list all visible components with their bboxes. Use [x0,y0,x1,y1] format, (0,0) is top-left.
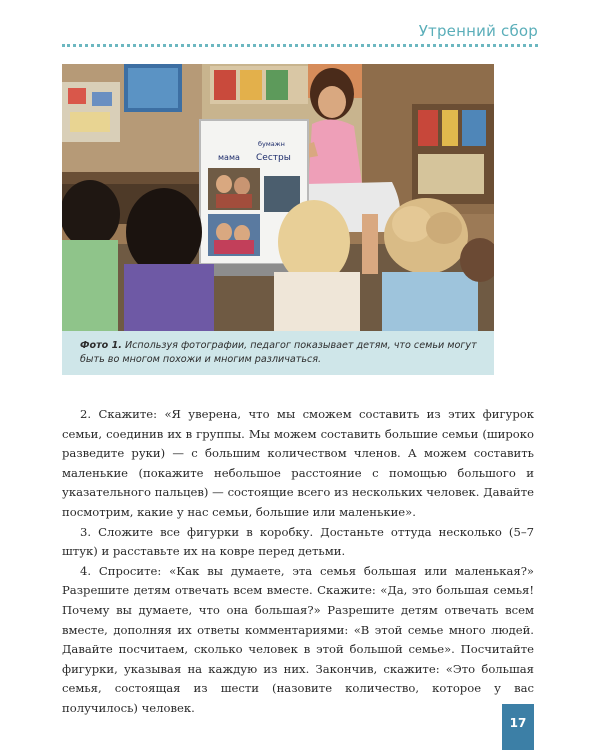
photo-caption [80,339,482,367]
photo-caption-box [62,331,494,375]
board-word-sisters: Сестры [256,153,291,163]
page-number-tab [502,704,534,750]
board-word-mama: мама [218,153,240,162]
paragraph-step-2: 2. Скажите: «Я уверена, что мы сможем составить из этих фигурок семьи, соединив их в группы. Мы можем составить большие семьи (широко разведите руки) — с большим количеством членов. А можем составить маленькие (покажите небольшое расстояние с помощью большого и указательного пальцев) — состоящие всего из нескольких человек. Давайте посмотрим, какие у нас семьи, большие или маленькие». [62,407,534,519]
page-number: 17 [509,716,527,730]
running-header: Утренний сбор [418,22,538,40]
body-text [62,405,534,719]
paragraph-step-3: 3. Сложите все фигурки в коробку. Достаньте оттуда несколько (5–7 штук) и расставьте их на ковре перед детьми. [62,524,534,559]
caption-text: Используя фотографии, педагог показывает детям, что семьи могут быть во многом похожи и многим различаться. [80,340,477,365]
classroom-photo [62,64,494,331]
board-word-paper: бумажн [258,140,285,148]
paragraph-step-4: 4. Спросите: «Как вы думаете, эта семья большая или маленькая?» Разрешите детям отвечать всем вместе. Скажите: «Да, это большая семья! Почему вы думаете, что она большая?» Разрешите детям отвечать всем вместе, дополняя их ответы комментариями: «В этой семье много людей. Давайте посчитаем, сколько человек в этой большой семье». Посчитайте фигурки, указывая на каждую из них. Закончив, скажите: «Это большая семья, состоящая из шести (назовите количество, которое у вас получилось) человек. [62,563,534,715]
caption-label: Фото 1. [80,340,122,351]
header-divider [62,44,538,47]
